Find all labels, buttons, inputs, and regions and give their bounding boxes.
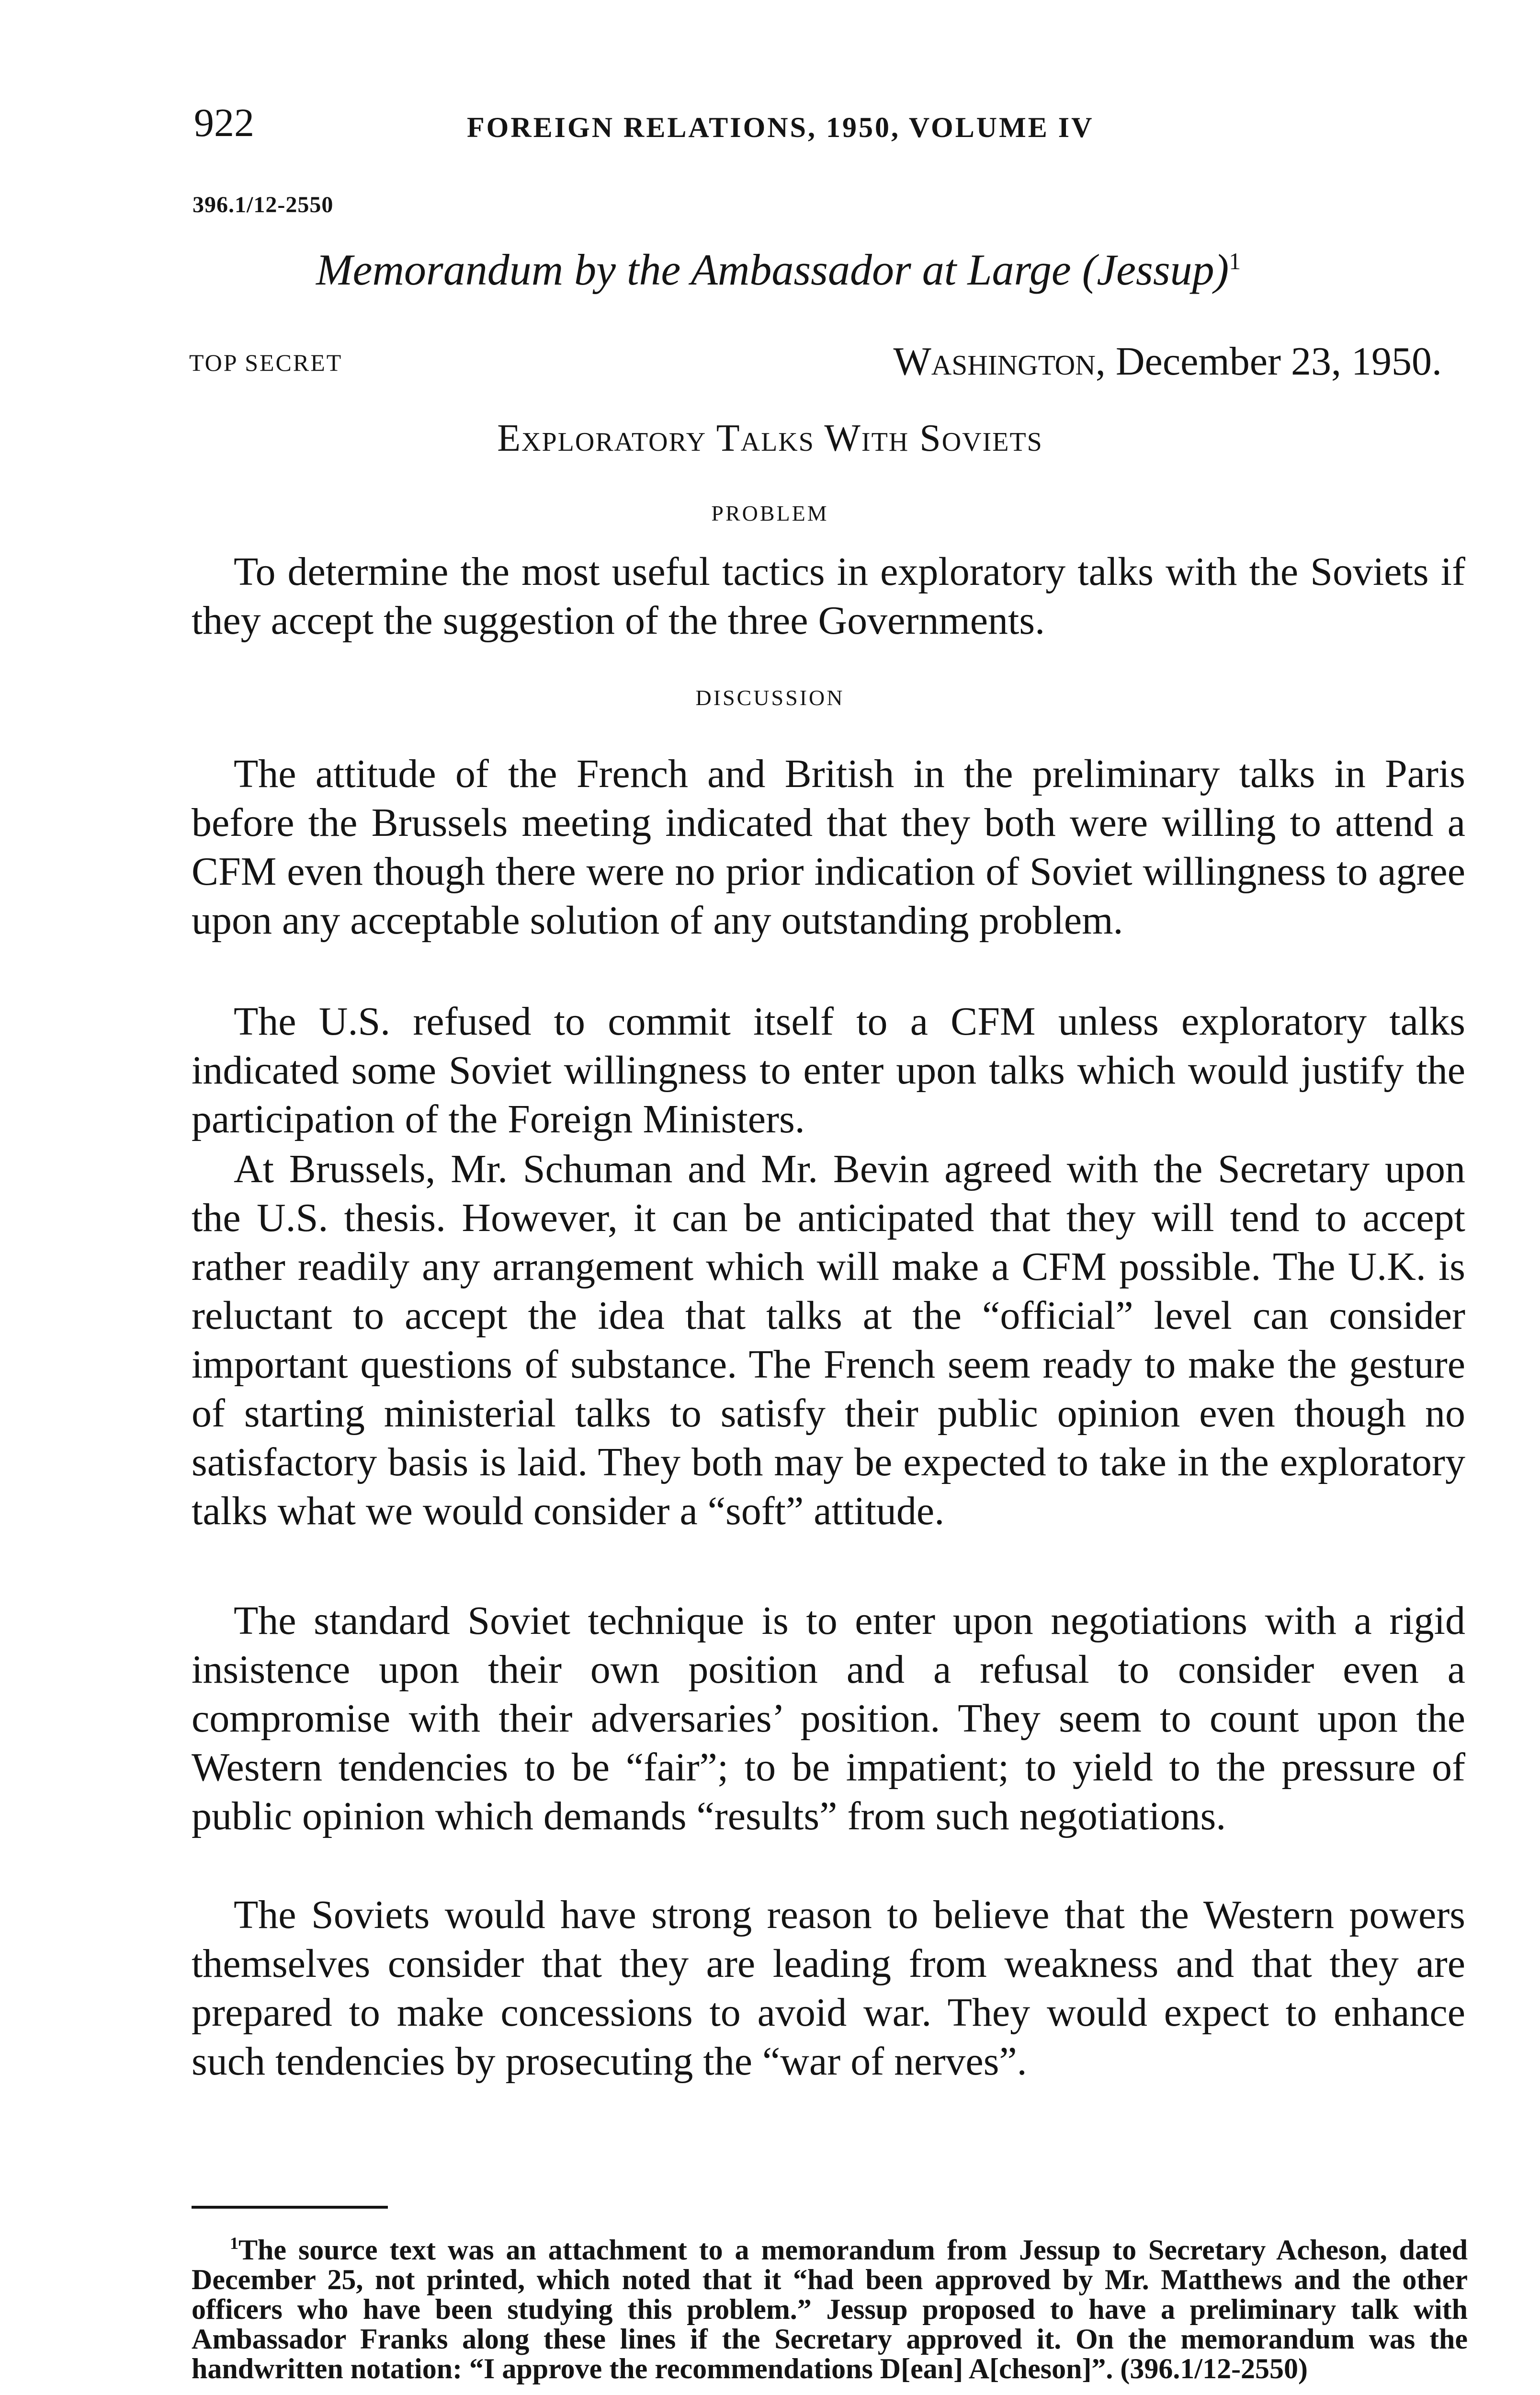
discussion-paragraph: At Brussels, Mr. Schuman and Mr. Bevin agreed with the Secretary upon the U.S. thesis. However, it can be anticipated that they will tend to accept rather readily any arrangement which will make a CFM possible. The U.K. is reluctant to accept the idea that talks at the “official” level can consider important questions of substance. The French seem ready to make the gesture of starting ministerial talks to satisfy their public opinion even though no satisfactory basis is laid. They both may be expected to take in the exploratory talks what we would consider a “soft” attitude. xyxy=(192,1147,1465,1533)
page-number: 922 xyxy=(194,101,254,145)
footnote-divider xyxy=(192,2206,388,2209)
discussion-paragraph: The Soviets would have strong reason to believe that the Western powers themselves consider that they are leading from weakness and that they are prepared to make concessions to avoid war. They would expect to enhance such tendencies by prosecuting the “war of nerves”. xyxy=(192,1893,1465,2084)
discussion-paragraph: The U.S. refused to commit itself to a CFM unless exploratory talks indicated some Soviet willingness to enter upon talks which would justify the participation of the Foreign Ministers. xyxy=(192,999,1465,1141)
subject-heading: Exploratory Talks With Soviets xyxy=(497,417,1043,459)
problem-paragraph: To determine the most useful tactics in exploratory talks with the Soviets if they accept the suggestion of the three Governments. xyxy=(192,549,1465,643)
footnote-marker: 1 xyxy=(230,2234,238,2253)
footnote-text: The source text was an attachment to a memorandum from Jessup to Secretary Acheson, dated December 25, not printed, which noted that it “had been approved by Mr. Matthews and the other officers who have been studying this problem.” Jessup proposed to have a preliminary talk with Ambassador Franks along these lines if the Secretary approved it. On the memorandum was the handwritten notation: “I approve the recommendations D[ean] A[cheson]”. (396.1/12-2550) xyxy=(192,2234,1468,2384)
dateline xyxy=(894,338,1442,385)
classification-label: TOP SECRET xyxy=(189,349,343,376)
document-title-text: Memorandum by the Ambassador at Large (Jessup) xyxy=(316,245,1229,294)
file-number: 396.1/12-2550 xyxy=(192,192,334,217)
footnote xyxy=(192,2228,1468,2384)
problem-heading: PROBLEM xyxy=(711,501,829,525)
document-title xyxy=(316,244,1241,295)
discussion-heading: DISCUSSION xyxy=(695,685,845,710)
running-head: FOREIGN RELATIONS, 1950, VOLUME IV xyxy=(467,112,1094,143)
discussion-paragraph: The standard Soviet technique is to enter upon negotiations with a rigid insistence upon their own position and a refusal to consider even a compromise with their adversaries’ position. They seem to count upon the Western tendencies to be “fair”; to be impatient; to yield to the pressure of public opinion which demands “results” from such negotiations. xyxy=(192,1598,1465,1838)
discussion-paragraph: The attitude of the French and British in the preliminary talks in Paris before the Brussels meeting indicated that they both were willing to attend a CFM even though there were no prior indication of Soviet willingness to agree upon any acceptable solution of any outstanding problem. xyxy=(192,752,1465,943)
footnote-reference: 1 xyxy=(1229,248,1241,274)
dateline-date: , December 23, 1950. xyxy=(1095,339,1442,384)
dateline-place: Washington xyxy=(893,339,1096,384)
